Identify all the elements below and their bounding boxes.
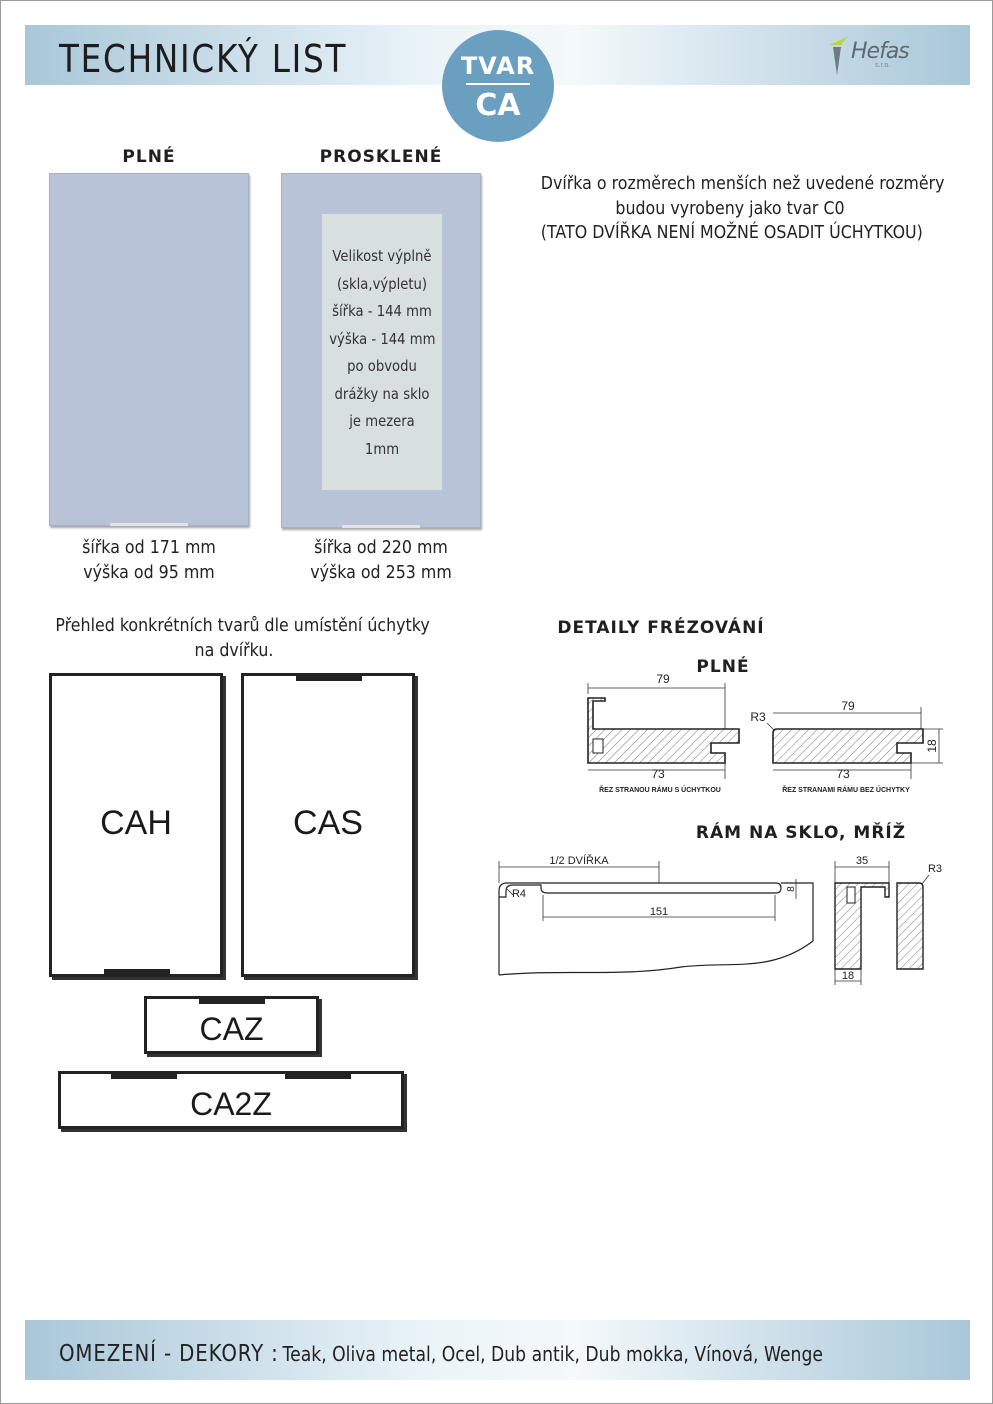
profile-b-radius: R3 bbox=[750, 710, 766, 724]
size-note-line: (TATO DVÍŘKA NENÍ MOŽNÉ OSADIT ÚCHYTKOU) bbox=[540, 222, 923, 243]
frame-cross-section bbox=[835, 855, 942, 985]
glass-info-line: po obvodu bbox=[347, 357, 417, 375]
shape-label: CA2Z bbox=[190, 1086, 272, 1122]
glazed-min-height: výška od 253 mm bbox=[310, 562, 452, 583]
solid-min-height: výška od 95 mm bbox=[83, 562, 215, 583]
profile-a-dim-top: 79 bbox=[656, 672, 670, 686]
shape-label: CAS bbox=[293, 804, 363, 842]
overview-line: na dvířku. bbox=[194, 640, 274, 661]
decor-restrictions bbox=[59, 1341, 823, 1367]
overview-line: Přehled konkrétních tvarů dle umístění úchytky bbox=[55, 615, 430, 636]
glass-info-line: výška - 144 mm bbox=[329, 329, 436, 348]
profile-a-dim-bottom: 73 bbox=[651, 767, 665, 781]
logo-subtext: s.r.o. bbox=[875, 62, 891, 69]
milling-details-title: DETAILY FRÉZOVÁNÍ bbox=[557, 618, 765, 638]
glass-info-line: (skla,výpletu) bbox=[336, 274, 428, 293]
frame-radius: R4 bbox=[511, 888, 527, 900]
profile-b-dim-bottom: 73 bbox=[836, 767, 850, 781]
glass-info-line: Velikost výplně bbox=[332, 247, 432, 265]
frame-section-dim-top: 35 bbox=[855, 855, 869, 867]
glazed-variant-label: PROSKLENÉ bbox=[319, 147, 443, 167]
decor-restrictions-label: OMEZENÍ - DEKORY : bbox=[59, 1341, 279, 1367]
milling-details-drawing bbox=[1, 1, 993, 1404]
size-note-line: budou vyrobeny jako tvar C0 bbox=[615, 197, 845, 219]
shape-label: CAH bbox=[100, 804, 172, 842]
frame-half-label: 1/2 DVÍŘKA bbox=[549, 855, 609, 867]
milling-solid-title: PLNÉ bbox=[696, 657, 750, 677]
badge-line-1: TVAR bbox=[460, 52, 536, 80]
page-title: TECHNICKÝ LIST bbox=[59, 37, 348, 81]
solid-variant-label: PLNÉ bbox=[122, 147, 176, 167]
glass-info-line: 1mm bbox=[364, 439, 400, 458]
solid-min-width: šířka od 171 mm bbox=[82, 537, 216, 558]
badge-line-2: CA bbox=[475, 88, 521, 123]
glazed-min-width: šířka od 220 mm bbox=[314, 537, 448, 558]
frame-length: 151 bbox=[649, 906, 669, 918]
profile-b-dim-side: 18 bbox=[925, 739, 939, 753]
glass-info-line: šířka - 144 mm bbox=[332, 302, 432, 320]
frame-title: RÁM NA SKLO, MŘÍŽ bbox=[695, 823, 907, 843]
frame-section-radius: R3 bbox=[927, 863, 943, 875]
profile-b-dim-top: 79 bbox=[841, 699, 855, 713]
decor-restrictions-values: Teak, Oliva metal, Ocel, Dub antik, Dub mokka, Vínová, Wenge bbox=[282, 1342, 823, 1366]
profile-without-handle bbox=[750, 699, 943, 794]
profile-a-caption: ŘEZ STRANOU RÁMU S ÚCHYTKOU bbox=[599, 787, 721, 794]
glass-info-line: drážky na sklo bbox=[334, 384, 430, 403]
frame-long-section bbox=[499, 854, 813, 975]
glass-info-line: je mezera bbox=[349, 412, 415, 430]
frame-section-dim-bottom: 18 bbox=[841, 970, 855, 982]
profile-b-caption: ŘEZ STRANAMI RÁMU BEZ ÚCHYTKY bbox=[782, 787, 910, 794]
frame-depth: 8 bbox=[786, 886, 797, 892]
shape-label: CAZ bbox=[199, 1011, 264, 1047]
logo-text: Hefas bbox=[851, 39, 909, 64]
size-note-line: Dvířka o rozměrech menších než uvedené rozměry bbox=[540, 173, 945, 194]
profile-with-handle bbox=[588, 672, 739, 794]
